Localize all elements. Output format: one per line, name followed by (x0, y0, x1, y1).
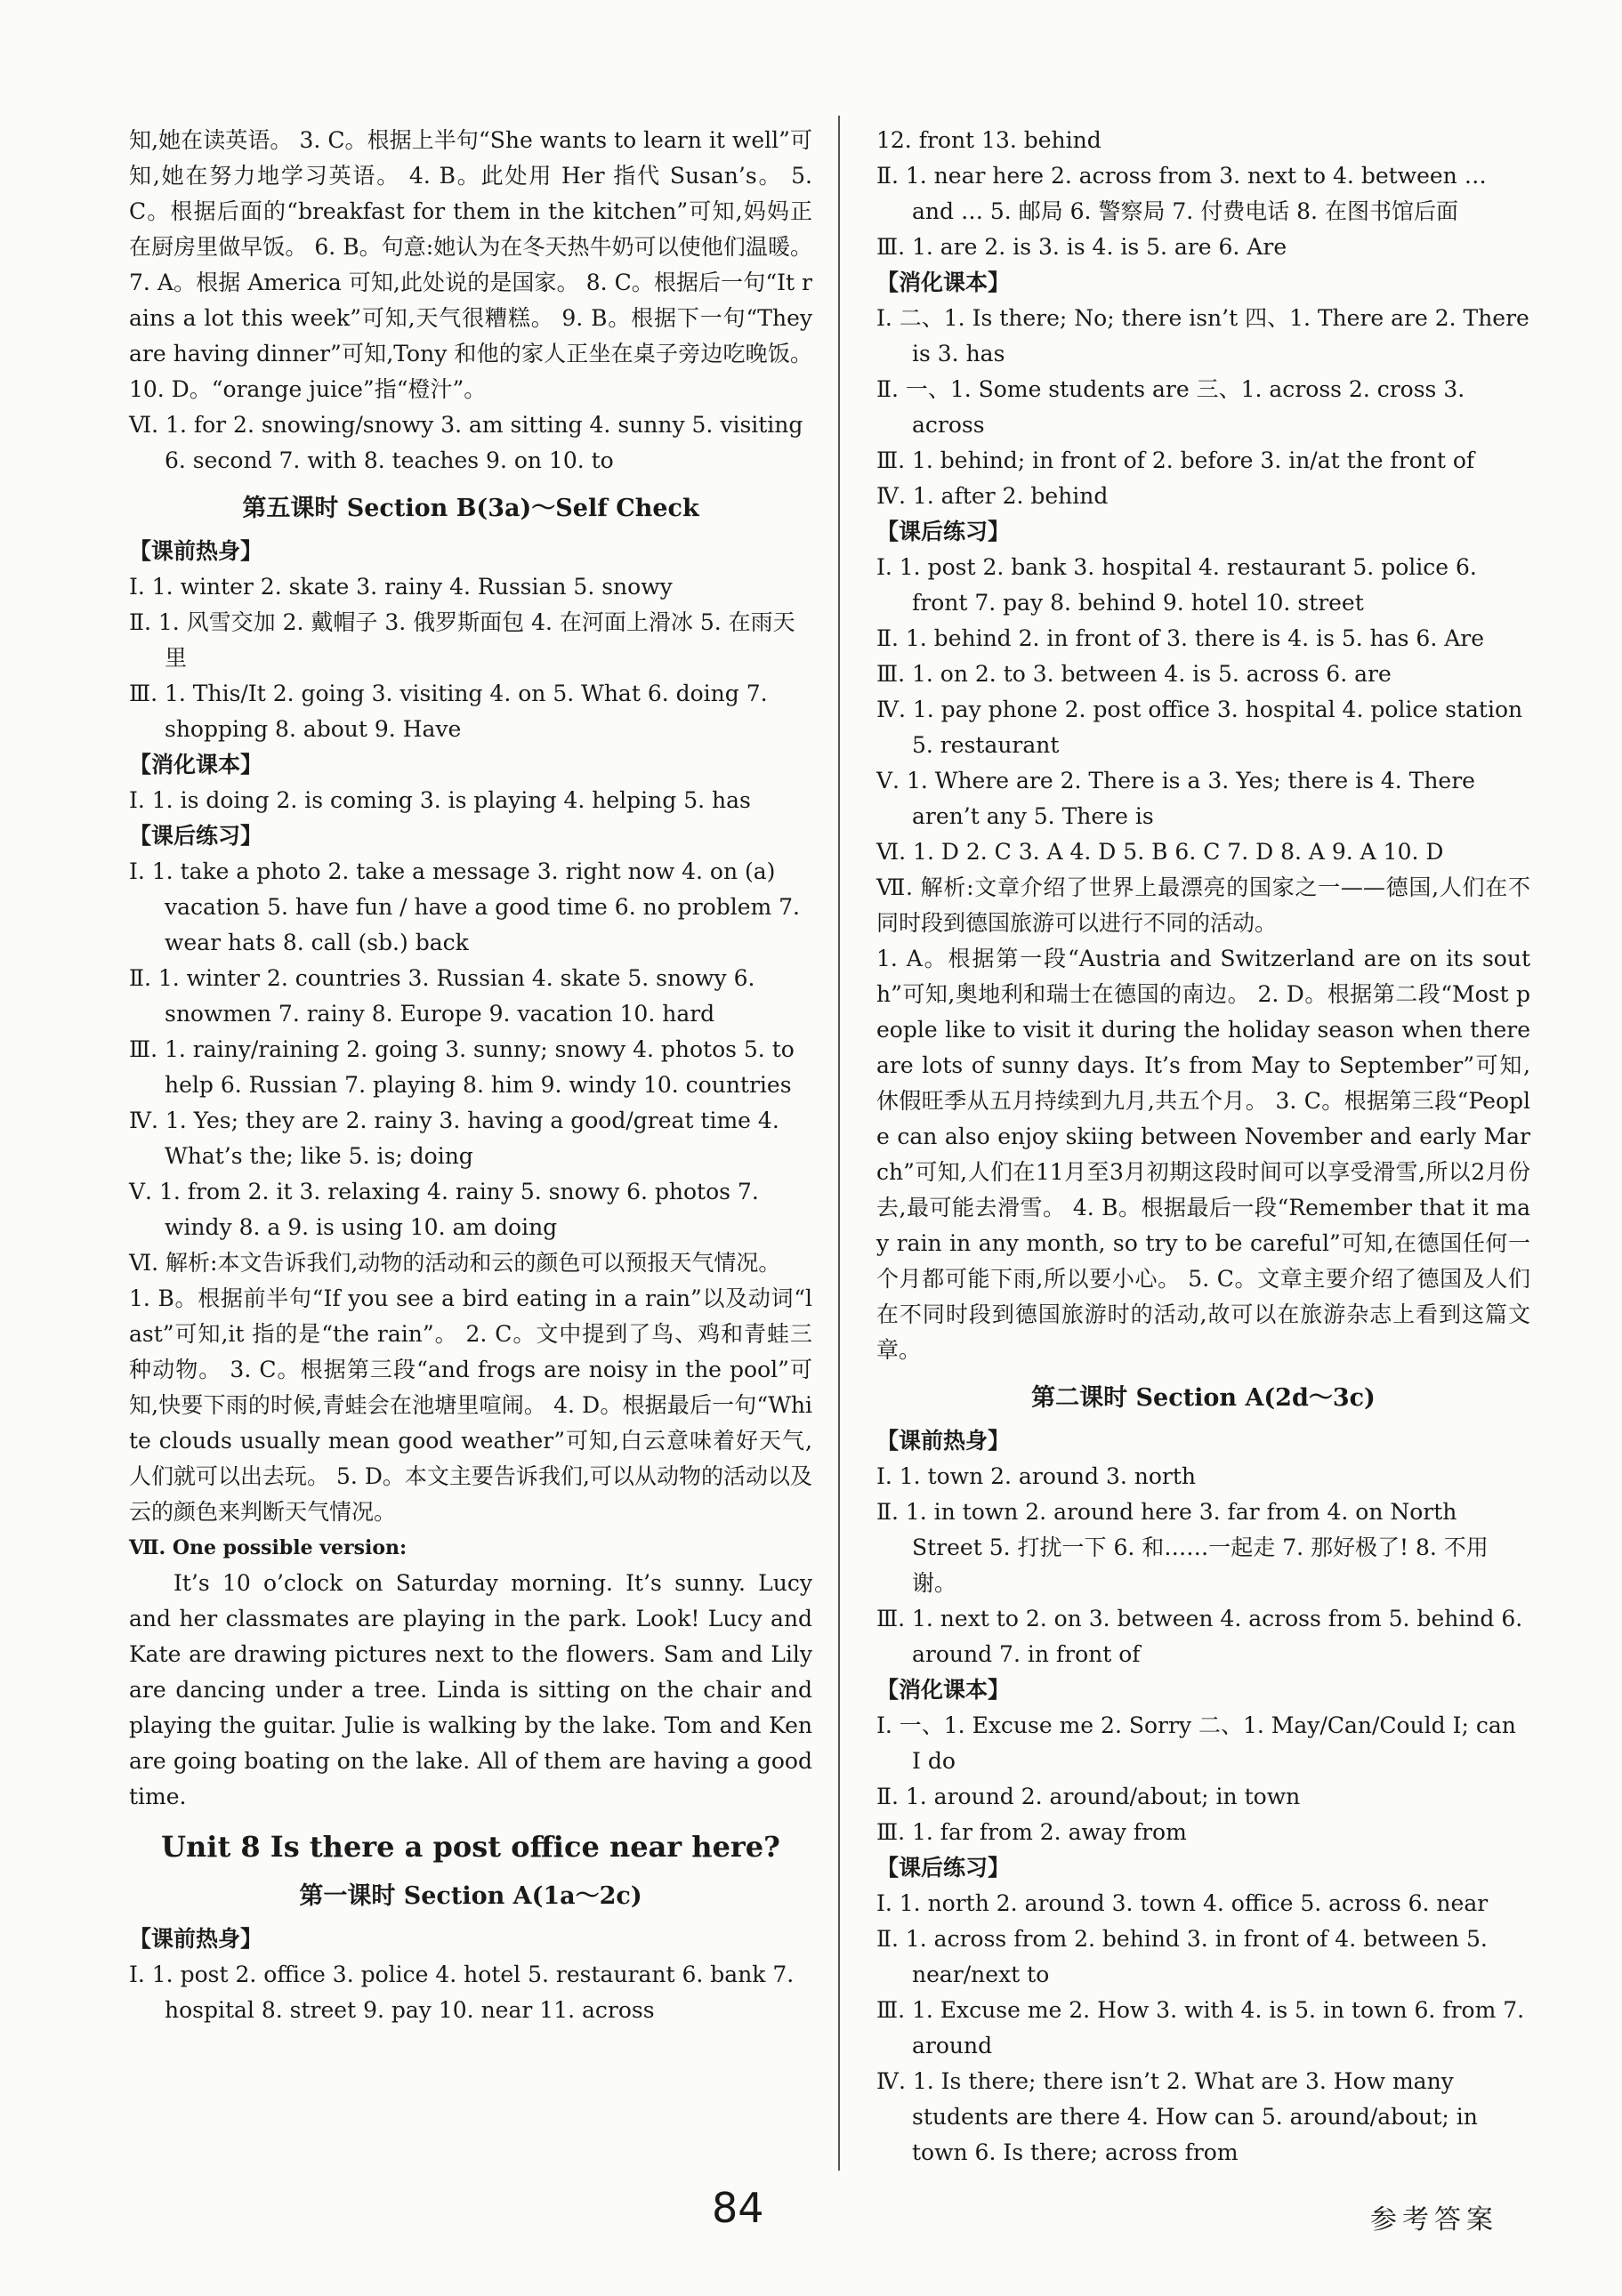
exercise-answers: Ⅲ. 1. far from 2. away from (876, 1819, 1187, 1845)
exercise-answers: Ⅵ. 1. D 2. C 3. A 4. D 5. B 6. C 7. D 8. A 9. A 10. D (876, 839, 1444, 865)
exercise-answers: Ⅲ. 1. next to 2. on 3. between 4. across from 5. behind 6. around 7. in front of (876, 1606, 1523, 1667)
exercise-answers: Ⅳ. 1. Yes; they are 2. rainy 3. having a good/great time 4. What’s the; like 5. is; doing (129, 1108, 779, 1169)
exercise-answers: Ⅰ. 1. winter 2. skate 3. rainy 4. Russian 5. snowy (129, 574, 673, 600)
exercise-answers: Ⅱ. 1. across from 2. behind 3. in front of 4. between 5. near/next to (876, 1926, 1488, 1987)
exercise-answers: Ⅳ. 1. after 2. behind (876, 483, 1109, 509)
exercise-answers: Ⅱ. 1. behind 2. in front of 3. there is 4. is 5. has 6. Are (876, 625, 1485, 651)
exercise-answers: Ⅱ. 1. in town 2. around here 3. far from 4. on North Street 5. 打扰一下 6. 和……一起走 7. 那好极了! 8. 不用谢。 (876, 1499, 1489, 1596)
exercise-answers: Ⅱ. 1. 风雪交加 2. 戴帽子 3. 俄罗斯面包 4. 在河面上滑冰 5. 在雨天里 (129, 609, 795, 671)
exercise-answers: 12. front 13. behind (876, 127, 1102, 153)
section-heading: 【消化课本】 (876, 270, 1011, 295)
exercise-answers: Ⅰ. 1. north 2. around 3. town 4. office 5. across 6. near (876, 1890, 1489, 1916)
exercise-answers: Ⅲ. 1. rainy/raining 2. going 3. sunny; snowy 4. photos 5. to help 6. Russian 7. playing 8. him 9. windy 10. countries (129, 1036, 795, 1098)
exercise-answers: Ⅵ. 1. for 2. snowing/snowy 3. am sitting 4. sunny 5. visiting 6. second 7. with 8. teaches 9. on 10. to (129, 412, 803, 473)
section-heading: 【消化课本】 (129, 752, 263, 777)
page-number: 84 (712, 2184, 764, 2232)
exercise-answers: Ⅳ. 1. pay phone 2. post office 3. hospital 4. police station 5. restaurant (876, 697, 1523, 758)
section-heading: 【课后练习】 (129, 823, 263, 849)
right-column (876, 123, 1530, 2171)
exercise-answers: Ⅲ. 1. Excuse me 2. How 3. with 4. is 5. in town 6. from 7. around (876, 1997, 1525, 2058)
exercise-answers: Ⅰ. 1. town 2. around 3. north (876, 1463, 1197, 1489)
exercise-answers: Ⅰ. 1. is doing 2. is coming 3. is playing 4. helping 5. has (129, 787, 751, 813)
exercise-answers: Ⅰ. 1. take a photo 2. take a message 3. right now 4. on (a) vacation 5. have fun / have a good time 6. no problem 7. wear hats 8. call (sb.) back (129, 858, 800, 955)
section-heading: 【课后练习】 (876, 519, 1011, 544)
column-divider (838, 116, 840, 2171)
lesson-title: 第五课时 Section B(3a)～Self Check (242, 495, 699, 522)
exercise-answers: Ⅱ. 1. near here 2. across from 3. next to 4. between … and … 5. 邮局 6. 警察局 7. 付费电话 8. 在图书馆后面 (876, 163, 1487, 224)
left-column (129, 123, 812, 2028)
answer-paragraph: 1. B。根据前半句“If you see a bird eating in a rain”以及动词“last”可知,it 指的是“the rain”。 2. C。文中提到了鸟、鸡和青蛙三种动物。 3. C。根据第三段“and frogs are noisy in the pool”可知,快要下雨的时候,青蛙会在池塘里喧闹。 4. D。根据最后一句“White clouds usually mean good weather”可知,白云意味着好天气,人们就可以出去玩。 5. D。本文主要告诉我们,可以从动物的活动以及云的颜色来判断天气情况。 (129, 1285, 812, 1525)
exercise-answers: Ⅴ. 1. from 2. it 3. relaxing 4. rainy 5. snowy 6. photos 7. windy 8. a 9. is using 10. am doing (129, 1179, 759, 1240)
exercise-answers: Ⅱ. 一、1. Some students are 三、1. across 2. cross 3. across (876, 376, 1465, 438)
exercise-answers: Ⅱ. 1. around 2. around/about; in town (876, 1784, 1301, 1809)
exercise-answers: Ⅲ. 1. are 2. is 3. is 4. is 5. are 6. Are (876, 234, 1287, 260)
lesson-title: 第二课时 Section A(2d～3c) (1031, 1384, 1376, 1412)
exercise-answers: Ⅰ. 1. post 2. bank 3. hospital 4. restaurant 5. police 6. front 7. pay 8. behind 9. hotel 10. street (876, 554, 1477, 616)
exercise-answers: Ⅳ. 1. Is there; there isn’t 2. What are 3. How many students are there 4. How can 5. around/about; in town 6. Is there; across from (876, 2068, 1478, 2165)
section-heading: 【课前热身】 (129, 1926, 263, 1952)
essay-paragraph: It’s 10 o’clock on Saturday morning. It’s sunny. Lucy and her classmates are playing in the park. Look! Lucy and Kate are drawing pictures next to the flowers. Sam and Lily are dancing under a tree. Linda is sitting on the chair and playing the guitar. Julie is walking by the lake. Tom and Ken are going boating on the lake. All of them are having a good time. (129, 1570, 812, 1809)
section-heading: 【课前热身】 (129, 538, 263, 564)
exercise-answers: Ⅰ. 二、1. Is there; No; there isn’t 四、1. There are 2. There is 3. has (876, 305, 1529, 367)
writing-label: Ⅶ. One possible version: (129, 1536, 408, 1559)
exercise-answers: Ⅴ. 1. Where are 2. There is a 3. Yes; there is 4. There aren’t any 5. There is (876, 768, 1475, 829)
section-heading: 【课前热身】 (876, 1428, 1011, 1454)
exercise-answers: Ⅲ. 1. on 2. to 3. between 4. is 5. across 6. are (876, 661, 1392, 687)
answer-paragraph: Ⅵ. 解析:本文告诉我们,动物的活动和云的颜色可以预报天气情况。 (129, 1250, 781, 1276)
answer-paragraph: 知,她在读英语。 3. C。根据上半句“She wants to learn it well”可知,她在努力地学习英语。 4. B。此处用 Her 指代 Susan’s。 5. C。根据后面的“breakfast for them in the kitchen”可知,妈妈正在厨房里做早饭。 6. B。句意:她认为在冬天热牛奶可以使他们温暖。 7. A。根据 America 可知,此处说的是国家。 8. C。根据后一句“It rains a lot this week”可知,天气很糟糕。 9. B。根据下一句“They are having dinner”可知,Tony 和他的家人正坐在桌子旁边吃晚饭。 10. D。“orange juice”指“橙汁”。 (129, 127, 812, 402)
exercise-answers: Ⅰ. 一、1. Excuse me 2. Sorry 二、1. May/Can/Could I; can I do (876, 1712, 1516, 1774)
answer-paragraph: 1. A。根据第一段“Austria and Switzerland are on its south”可知,奥地利和瑞士在德国的南边。 2. D。根据第二段“Most people like to visit it during the holiday season when there are lots of sunny days. It’s from May to September”可知,休假旺季从五月持续到九月,共五个月。 3. C。根据第三段“People can also enjoy skiing between November and early March”可知,人们在11月至3月初期这段时间可以享受滑雪,所以2月份去,最可能去滑雪。 4. B。根据最后一段“Remember that it may rain in any month, so try to be careful”可知,在德国任何一个月都可能下雨,所以要小心。 5. C。文章主要介绍了德国及人们在不同时段到德国旅游时的活动,故可以在旅游杂志上看到这篇文章。 (876, 946, 1530, 1363)
footer-label: 参考答案 (1370, 2204, 1498, 2236)
exercise-answers: Ⅱ. 1. winter 2. countries 3. Russian 4. skate 5. snowy 6. snowmen 7. rainy 8. Europe 9. vacation 10. hard (129, 965, 755, 1027)
unit-title: Unit 8 Is there a post office near here? (161, 1830, 780, 1864)
exercise-answers: Ⅲ. 1. behind; in front of 2. before 3. in/at the front of (876, 447, 1475, 473)
exercise-answers: Ⅰ. 1. post 2. office 3. police 4. hotel 5. restaurant 6. bank 7. hospital 8. street 9. pay 10. near 11. across (129, 1962, 795, 2023)
answer-paragraph: Ⅶ. 解析:文章介绍了世界上最漂亮的国家之一——德国,人们在不同时段到德国旅游可以进行不同的活动。 (876, 874, 1530, 936)
section-heading: 【消化课本】 (876, 1677, 1011, 1703)
exercise-answers: Ⅲ. 1. This/It 2. going 3. visiting 4. on 5. What 6. doing 7. shopping 8. about 9. Have (129, 681, 768, 742)
lesson-title: 第一课时 Section A(1a～2c) (299, 1882, 642, 1910)
section-heading: 【课后练习】 (876, 1855, 1011, 1881)
